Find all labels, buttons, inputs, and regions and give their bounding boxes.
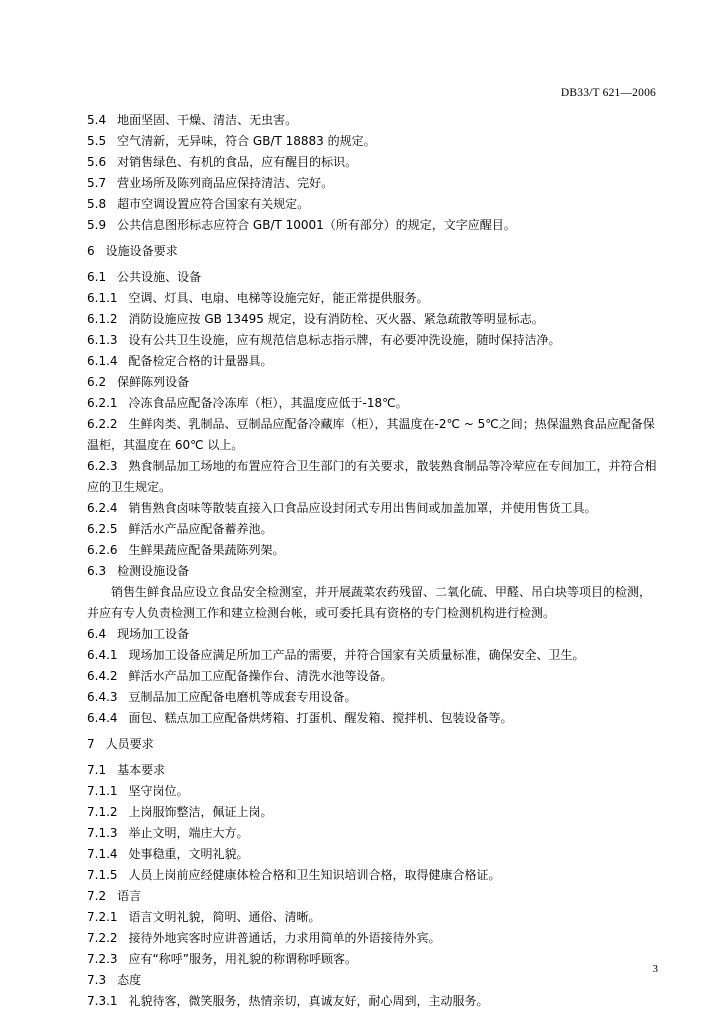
clause-text: 接待外地宾客时应讲普通话，力求用简单的外语接待外宾。 — [128, 931, 441, 945]
clause-7-1-4 — [87, 844, 657, 865]
clause-text: 应有“称呼”服务，用礼貌的称谓称呼顾客。 — [128, 952, 357, 966]
clause-text: 检测设施设备 — [117, 564, 190, 578]
clause-number: 6.2.4 — [87, 501, 118, 515]
clause-number: 5.8 — [87, 197, 107, 211]
section-title: 人员要求 — [105, 737, 154, 751]
document-body — [87, 110, 657, 1012]
clause-7-3-1 — [87, 991, 657, 1012]
clause-text: 基本要求 — [117, 763, 166, 777]
clause-text: 态度 — [117, 973, 142, 987]
clause-number: 6.4.2 — [87, 669, 118, 683]
section-title: 设施设备要求 — [105, 244, 178, 258]
clause-text: 豆制品加工应配备电磨机等成套专用设备。 — [128, 690, 357, 704]
clause-6-1-2 — [87, 309, 657, 330]
document-code: DB33/T 621—2006 — [560, 87, 656, 99]
clause-number: 7.1.5 — [87, 868, 118, 882]
section-number: 6 — [87, 244, 95, 258]
clause-text: 语言 — [117, 889, 142, 903]
clause-text: 地面坚固、干燥、清洁、无虫害。 — [117, 113, 298, 127]
clause-number: 6.2 — [87, 375, 107, 389]
clause-text: 冷冻食品应配备冷冻库（柜），其温度应低于-18℃。 — [128, 396, 408, 410]
clause-number: 7.3 — [87, 973, 107, 987]
clause-number: 6.1 — [87, 270, 107, 284]
clause-number: 6.4.4 — [87, 711, 118, 725]
clause-number: 6.2.2 — [87, 417, 118, 431]
clause-number: 6.1.1 — [87, 291, 118, 305]
clause-number: 6.2.5 — [87, 522, 118, 536]
clause-number: 7.1 — [87, 763, 107, 777]
clause-text: 鲜活水产品应配备蓄养池。 — [128, 522, 273, 536]
clause-5-7 — [87, 173, 657, 194]
clause-text: 举止文明，端庄大方。 — [128, 826, 249, 840]
clause-number: 6.1.4 — [87, 354, 118, 368]
clause-number: 5.6 — [87, 155, 107, 169]
clause-5-9 — [87, 215, 657, 236]
clause-number: 7.3.1 — [87, 994, 118, 1008]
page-number: 3 — [652, 963, 658, 975]
section-heading-6 — [87, 241, 657, 262]
clause-text: 配备检定合格的计量器具。 — [128, 354, 273, 368]
clause-text: 语言文明礼貌，简明、通俗、清晰。 — [128, 910, 321, 924]
clause-number: 6.2.6 — [87, 543, 118, 557]
clause-text: 超市空调设置应符合国家有关规定。 — [117, 197, 310, 211]
clause-6-4-4 — [87, 708, 657, 729]
clause-7-2-2 — [87, 928, 657, 949]
clause-number: 7.1.2 — [87, 805, 118, 819]
paragraph-6-3 — [87, 582, 657, 624]
clause-5-8 — [87, 194, 657, 215]
clause-7-1-5 — [87, 865, 657, 886]
clause-7-2-1 — [87, 907, 657, 928]
clause-7-1-3 — [87, 823, 657, 844]
clause-number: 5.7 — [87, 176, 107, 190]
clause-text: 礼貌待客，微笑服务，热情亲切，真诚友好，耐心周到，主动服务。 — [128, 994, 489, 1008]
clause-text: 保鲜陈列设备 — [117, 375, 190, 389]
clause-6-2-5 — [87, 519, 657, 540]
clause-7-1 — [87, 760, 657, 781]
clause-text: 人员上岗前应经健康体检合格和卫生知识培训合格，取得健康合格证。 — [128, 868, 501, 882]
clause-6-1-3 — [87, 330, 657, 351]
clause-6-4-1 — [87, 645, 657, 666]
clause-text: 处事稳重，文明礼貌。 — [128, 847, 249, 861]
clause-text: 营业场所及陈列商品应保持清洁、完好。 — [117, 176, 334, 190]
clause-6-4-3 — [87, 687, 657, 708]
clause-number: 7.2.2 — [87, 931, 118, 945]
clause-6-2-3 — [87, 456, 657, 498]
clause-6-2-2 — [87, 414, 657, 456]
clause-number: 6.1.3 — [87, 333, 118, 347]
clause-6-1-1 — [87, 288, 657, 309]
clause-number: 6.4 — [87, 627, 107, 641]
clause-number: 7.2.3 — [87, 952, 118, 966]
clause-6-2-4 — [87, 498, 657, 519]
clause-number: 7.2.1 — [87, 910, 118, 924]
clause-text: 面包、糕点加工应配备烘烤箱、打蛋机、醒发箱、搅拌机、包装设备等。 — [128, 711, 513, 725]
clause-7-3 — [87, 970, 657, 991]
clause-6-2-1 — [87, 393, 657, 414]
clause-number: 7.1.3 — [87, 826, 118, 840]
clause-text: 现场加工设备应满足所加工产品的需要，并符合国家有关质量标准，确保安全、卫生。 — [128, 648, 585, 662]
paragraph-text: 销售生鲜食品应设立食品安全检测室，并开展蔬菜农药残留、二氧化硫、甲醛、吊白块等项目的检测，并应有专人负责检测工作和建立检测台帐，或可委托具有资格的专门检测机构进行检测。 — [87, 585, 652, 620]
clause-text: 公共信息图形标志应符合 GB/T 10001（所有部分）的规定，文字应醒目。 — [117, 218, 516, 232]
clause-text: 上岗服饰整洁，佩证上岗。 — [128, 805, 273, 819]
clause-6-2-6 — [87, 540, 657, 561]
clause-number: 7.1.1 — [87, 784, 118, 798]
section-heading-7 — [87, 734, 657, 755]
clause-5-4 — [87, 110, 657, 131]
clause-text: 熟食制品加工场地的布置应符合卫生部门的有关要求，散装熟食制品等冷荤应在专间加工，并符合相应的卫生规定。 — [87, 459, 657, 494]
clause-6-3 — [87, 561, 657, 582]
clause-number: 6.2.1 — [87, 396, 118, 410]
clause-text: 坚守岗位。 — [128, 784, 189, 798]
clause-5-5 — [87, 131, 657, 152]
clause-text: 空调、灯具、电扇、电梯等设施完好，能正常提供服务。 — [128, 291, 429, 305]
clause-6-1 — [87, 267, 657, 288]
clause-text: 现场加工设备 — [117, 627, 190, 641]
clause-6-1-4 — [87, 351, 657, 372]
clause-number: 6.4.1 — [87, 648, 118, 662]
clause-number: 5.4 — [87, 113, 107, 127]
clause-text: 设有公共卫生设施，应有规范信息标志指示牌，有必要冲洗设施，随时保持洁净。 — [128, 333, 561, 347]
clause-number: 7.1.4 — [87, 847, 118, 861]
clause-number: 6.2.3 — [87, 459, 118, 473]
clause-6-2 — [87, 372, 657, 393]
clause-number: 6.4.3 — [87, 690, 118, 704]
clause-number: 6.3 — [87, 564, 107, 578]
clause-number: 5.5 — [87, 134, 107, 148]
section-number: 7 — [87, 737, 95, 751]
clause-6-4-2 — [87, 666, 657, 687]
clause-text: 对销售绿色、有机的食品，应有醒目的标识。 — [117, 155, 358, 169]
clause-7-2-3 — [87, 949, 657, 970]
clause-number: 5.9 — [87, 218, 107, 232]
clause-text: 鲜活水产品加工应配备操作台、清洗水池等设备。 — [128, 669, 393, 683]
clause-7-1-2 — [87, 802, 657, 823]
clause-text: 销售熟食卤味等散装直接入口食品应设封闭式专用出售间或加盖加罩，并使用售货工具。 — [128, 501, 597, 515]
clause-text: 公共设施、设备 — [117, 270, 202, 284]
clause-7-2 — [87, 886, 657, 907]
clause-text: 生鲜果蔬应配备果蔬陈列架。 — [128, 543, 285, 557]
clause-6-4 — [87, 624, 657, 645]
clause-5-6 — [87, 152, 657, 173]
clause-number: 6.1.2 — [87, 312, 118, 326]
clause-7-1-1 — [87, 781, 657, 802]
clause-text: 消防设施应按 GB 13495 规定，设有消防栓、灭火器、紧急疏散等明显标志。 — [128, 312, 544, 326]
clause-text: 生鲜肉类、乳制品、豆制品应配备冷藏库（柜），其温度在-2℃ ~ 5℃之间；热保温熟食品应配备保温柜，其温度在 60℃ 以上。 — [87, 417, 655, 452]
clause-number: 7.2 — [87, 889, 107, 903]
clause-text: 空气清新，无异味，符合 GB/T 18883 的规定。 — [117, 134, 376, 148]
